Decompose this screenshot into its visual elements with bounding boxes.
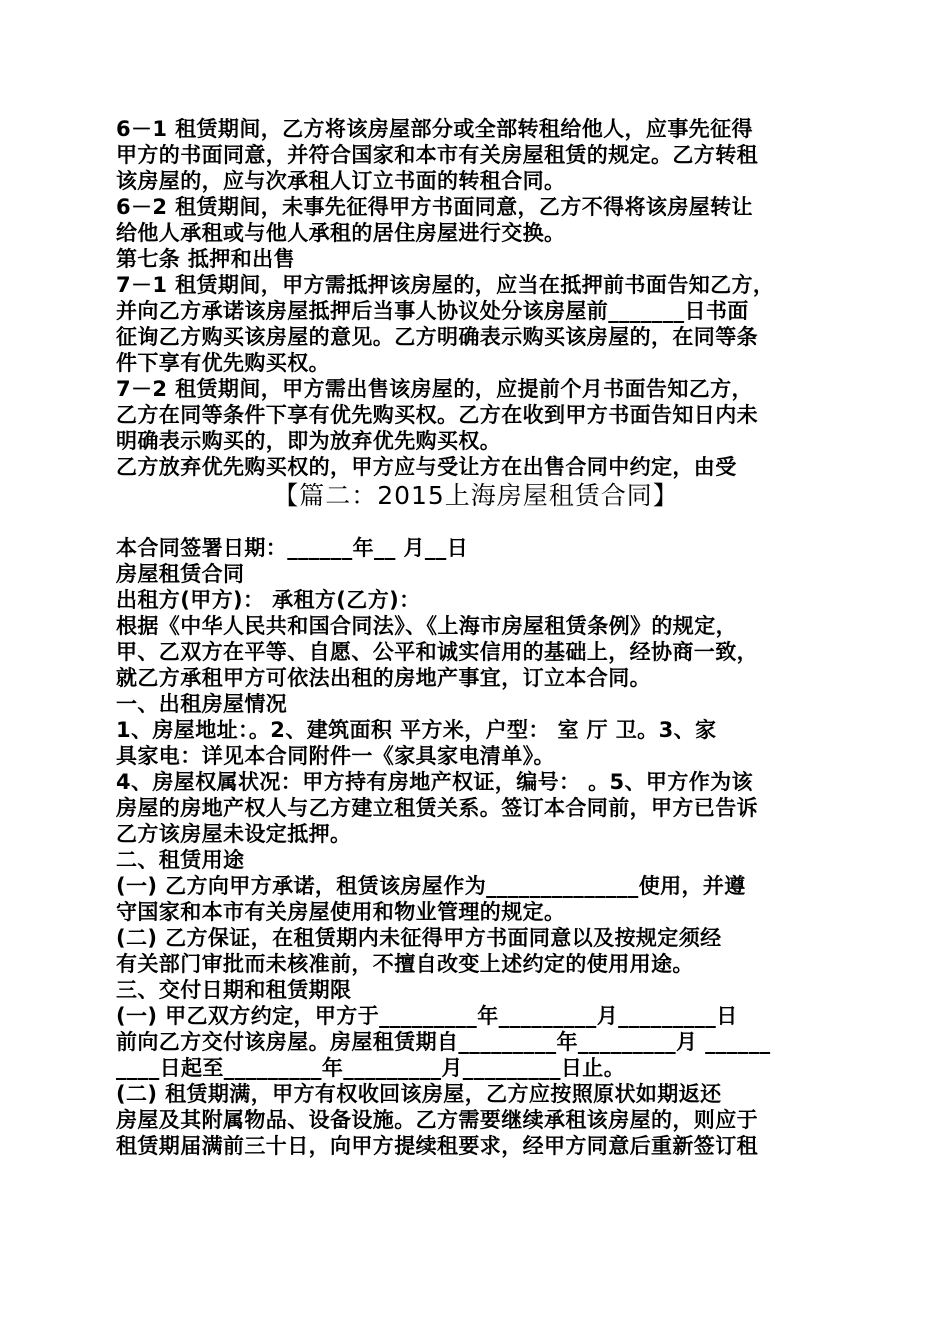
text-line: 根据《中华人民共和国合同法》、《上海市房屋租赁条例》的规定，: [116, 614, 737, 638]
text-line: 给他人承租或与他人承租的居住房屋进行交换。: [116, 221, 566, 245]
text-line: (二) 租赁期满，甲方有权收回该房屋，乙方应按照原状如期返还: [116, 1082, 722, 1106]
text-line: 房屋及其附属物品、设备设施。乙方需要继续承租该房屋的，则应于: [116, 1108, 758, 1132]
text-line: 出租方(甲方)： 承租方(乙方)：: [116, 588, 421, 612]
text-line: 并向乙方承诺该房屋抵押后当事人协议处分该房屋前_______日书面: [116, 299, 749, 323]
text-line: ____日起至_________年_________月_________日止。: [116, 1056, 626, 1080]
text-line: 第七条 抵押和出售: [116, 247, 295, 271]
text-line: 4、房屋权属状况：甲方持有房地产权证，编号： 。5、甲方作为该: [116, 770, 753, 794]
text-line: 二、租赁用途: [116, 848, 245, 872]
section-heading: 【篇二：2015上海房屋租赁合同】: [273, 481, 679, 510]
text-line: (一) 甲乙双方约定，甲方于_________年_________月_________日: [116, 1004, 738, 1028]
text-line: 征询乙方购买该房屋的意见。乙方明确表示购买该房屋的，在同等条: [116, 325, 758, 349]
text-line: 前向乙方交付该房屋。房屋租赁期自_________年_________月 ______: [116, 1030, 771, 1054]
text-line: 7－1 租赁期间，甲方需抵押该房屋的，应当在抵押前书面告知乙方，: [116, 273, 775, 297]
text-line: 件下享有优先购买权。: [116, 351, 330, 375]
text-line: 具家电：详见本合同附件一《家具家电清单》。: [116, 744, 555, 768]
text-line: 三、交付日期和租赁期限: [116, 978, 352, 1002]
section-two: [116, 535, 836, 1159]
text-line: 乙方在同等条件下享有优先购买权。乙方在收到甲方书面告知日内未: [116, 403, 758, 427]
text-line: 房屋租赁合同: [116, 562, 245, 586]
text-line: 6－1 租赁期间，乙方将该房屋部分或全部转租给他人，应事先征得: [116, 117, 753, 141]
text-line: 甲方的书面同意，并符合国家和本市有关房屋租赁的规定。乙方转租: [116, 143, 758, 167]
section-one: [116, 116, 836, 480]
text-line: 守国家和本市有关房屋使用和物业管理的规定。: [116, 900, 566, 924]
text-line: 该房屋的，应与次承租人订立书面的转租合同。: [116, 169, 566, 193]
text-line: 7－2 租赁期间，甲方需出售该房屋的，应提前个月书面告知乙方，: [116, 377, 753, 401]
document-page: [116, 116, 836, 1159]
text-line: 一、出租房屋情况: [116, 692, 288, 716]
text-line: 甲、乙双方在平等、自愿、公平和诚实信用的基础上，经协商一致，: [116, 640, 758, 664]
text-line: 有关部门审批而未核准前，不擅自改变上述约定的使用用途。: [116, 952, 694, 976]
text-line: (一) 乙方向甲方承诺，租赁该房屋作为______________使用，并遵: [116, 874, 746, 898]
text-line: (二) 乙方保证，在租赁期内未征得甲方书面同意以及按规定须经: [116, 926, 722, 950]
text-line: 租赁期届满前三十日，向甲方提续租要求，经甲方同意后重新签订租: [116, 1134, 758, 1158]
text-line: 本合同签署日期：______年__ 月__日: [116, 536, 469, 560]
text-line: 乙方放弃优先购买权的，甲方应与受让方在出售合同中约定，由受: [116, 455, 737, 479]
text-line: 6－2 租赁期间，未事先征得甲方书面同意，乙方不得将该房屋转让: [116, 195, 753, 219]
text-line: 乙方该房屋未设定抵押。: [116, 822, 352, 846]
text-line: 明确表示购买的，即为放弃优先购买权。: [116, 429, 502, 453]
text-line: 1、房屋地址：。2、建筑面积 平方米，户型： 室 厅 卫。3、家: [116, 718, 717, 742]
text-line: 就乙方承租甲方可依法出租的房地产事宜，订立本合同。: [116, 666, 651, 690]
text-line: 房屋的房地产权人与乙方建立租赁关系。签订本合同前，甲方已告诉: [116, 796, 758, 820]
